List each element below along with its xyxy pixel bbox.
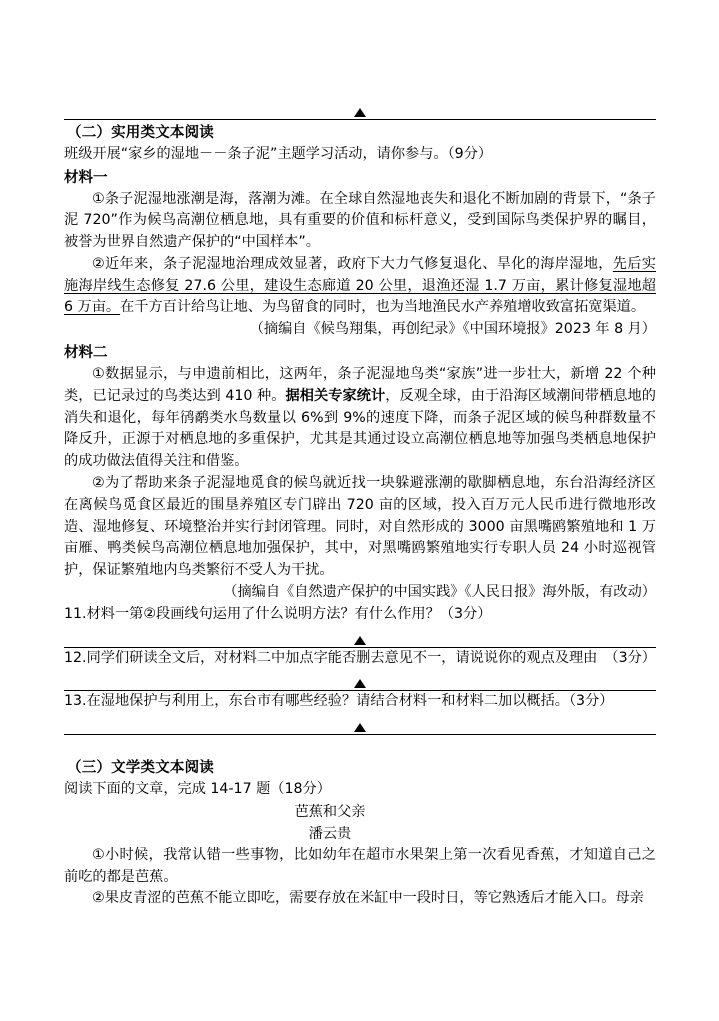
material-two-paragraph-1 [64, 364, 656, 473]
section-heading-c: （三）文学类文本阅读 [67, 760, 214, 777]
material-one-underlined-sentence: 先后实施海岸线生态修复 27.6 公里，建设生态廊道 20 公里，退渔还湿 1.7 万亩，累计修复湿地超 6 万亩。 [64, 255, 656, 316]
section-c-lead: 阅读下面的文章，完成 14-17 题（18分） [64, 781, 331, 798]
section-gap [64, 735, 656, 755]
material-one-paragraph-1: ①条子泥湿地涨潮是海，落潮为滩。在全球自然湿地丧失和退化不断加剧的背景下，“条子泥 720”作为候鸟高潮位栖息地，具有重要的价值和标杆意义，受到国际鸟类保护界的瞩目，被誉为世界自然遗产保护的“中国样本”。 [64, 190, 656, 251]
answer-line-top [64, 98, 656, 120]
material-two-paragraph-2: ②为了帮助来条子泥湿地觅食的候鸟就近找一块躲避涨潮的歇脚栖息地，东台沿海经济区在离候鸟觅食区最近的围垦养殖区专门辟出 720 亩的区域，投入百万元人民币进行微地形改造、湿地修复、环境整治并实行封闭管理。同时，对自然形成的 3000 亩黑嘴鸥繁殖地和 1 万亩雁、鸭类候鸟高潮位栖息地加强保护，其中，对黑嘴鸥繁殖地实行专职人员 24 小时巡视管护，保证繁殖地内鸟类繁衍不受人为干扰。 [64, 475, 656, 579]
question-11-text: 材料一第②段画线句运用了什么说明方法？有什么作用？（3分） [86, 605, 492, 622]
triangle-marker-icon [354, 108, 366, 117]
question-12 [64, 648, 656, 670]
question-13 [64, 691, 656, 713]
material-two-heading: 材料二 [64, 345, 108, 362]
question-12-points: （3分） [604, 649, 656, 666]
question-11-number: 11. [64, 605, 87, 622]
question-11 [64, 604, 656, 626]
answer-line-q13[interactable] [64, 713, 656, 735]
material-two-bold-phrase: 据相关专家统计 [285, 387, 386, 404]
answer-rule-line [64, 734, 656, 735]
material-one-paragraph-2-tail: 在千方百计给鸟让地、为鸟留食的同时，也为当地渔民水产养殖增收致富拓宽渠道。 [120, 299, 646, 316]
triangle-marker-icon [354, 723, 366, 732]
article-paragraph-2: ②果皮青涩的芭蕉不能立即吃，需要存放在米缸中一段时日，等它熟透后才能入口。母亲 [92, 890, 644, 907]
material-one-citation: （摘编自《候鸟翔集，再创纪录》《中国环境报》2023 年 8 月） [249, 321, 656, 338]
article-title: 芭蕉和父亲 [294, 803, 366, 820]
article-paragraph-1: ①小时候，我常认错一些事物，比如幼年在超市水果架上第一次看见香蕉，才知道自己之前吃的都是芭蕉。 [64, 846, 656, 885]
article-author: 潘云贵 [308, 825, 352, 842]
page-content [64, 98, 656, 910]
question-12-text: 同学们研读全文后，对材料二中加点字能否删去意见不一，请说说你的观点及理由 [86, 649, 598, 666]
section-heading-b: （二）实用类文本阅读 [67, 125, 214, 141]
material-one-heading: 材料一 [64, 169, 108, 186]
material-two-paragraph-1-head: ①数据显示，与申遗前相比，这两年，条子泥湿地鸟类“家族”进一步壮大，新增 22 个种类，已记录过的鸟类达到 410 种。 [64, 366, 656, 404]
material-one-paragraph-2-head: ②近年来，条子泥湿地治理成效显著，政府下大力气修复退化、旱化的海岸湿地， [92, 255, 613, 272]
triangle-marker-icon [354, 636, 366, 645]
question-13-number: 13. [64, 693, 87, 710]
section-b-lead: 班级开展“家乡的湿地－－条子泥”主题学习活动，请你参与。（9分） [64, 146, 493, 162]
answer-rule-line [64, 119, 656, 120]
question-12-number: 12. [64, 649, 87, 666]
answer-line-q11[interactable] [64, 626, 656, 648]
material-one-paragraph-2 [64, 254, 656, 319]
question-13-text: 在湿地保护与利用上，东台市有哪些经验？请结合材料一和材料二加以概括。（3分） [86, 693, 614, 710]
material-two-citation: （摘编自《自然遗产保护的中国实践》《人民日报》海外版，有改动） [223, 584, 656, 601]
answer-line-q12[interactable] [64, 669, 656, 691]
triangle-marker-icon [354, 679, 366, 688]
material-two-paragraph-1-tail: ，反观全球，由于沿海区域潮间带栖息地的消失和退化，每年鸻鹬类水鸟数量以 6%到 9%的速度下降，而条子泥区域的候鸟种群数量不降反升，正源于对栖息地的多重保护，尤其是其通过设立高潮位栖息地等加强鸟类栖息地保护的成功做法值得关注和借鉴。 [64, 387, 656, 470]
